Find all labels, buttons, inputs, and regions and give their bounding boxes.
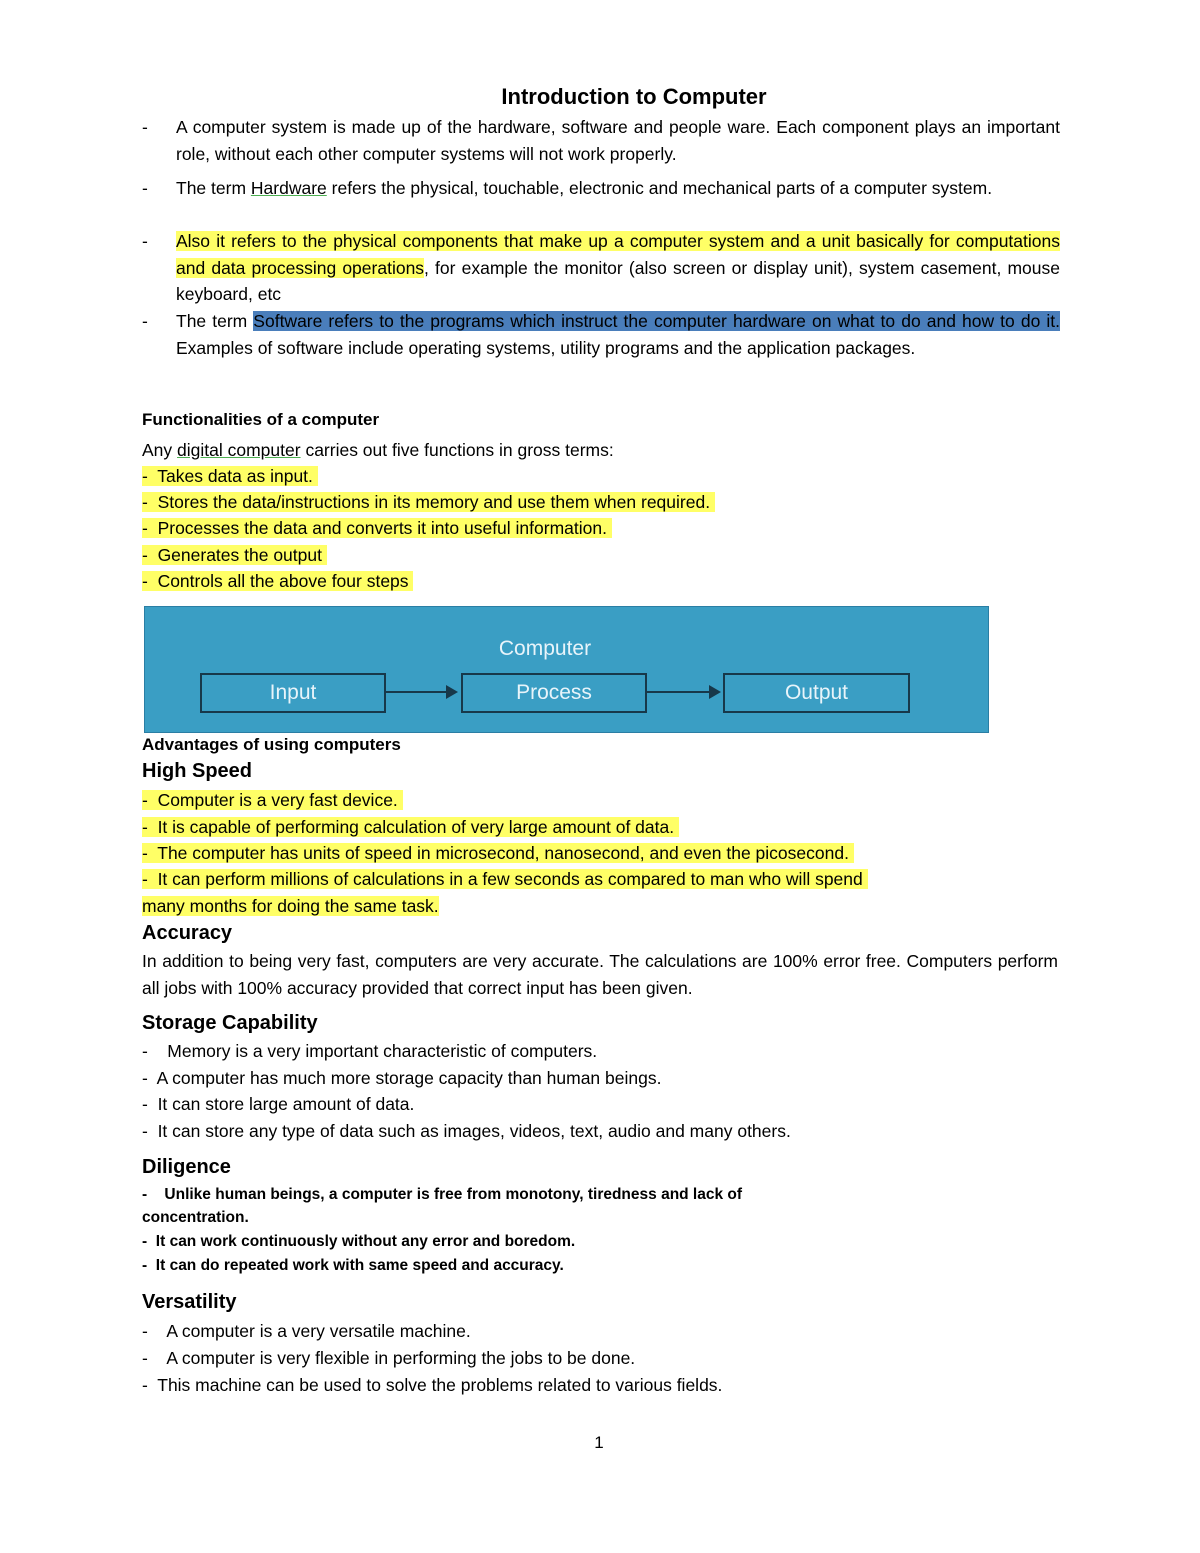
page-number: 1 [594, 1433, 604, 1452]
list-item: - Takes data as input. [142, 463, 318, 489]
bullet-dash: - [142, 311, 148, 331]
versatility-heading: Versatility [142, 1291, 237, 1313]
list-item: - Stores the data/instructions in its memory and use them when required. [142, 489, 715, 515]
selected-text: Software refers to the programs which instruct the computer hardware on what to do and how to do it. [253, 311, 1060, 331]
intro-bullet-1: A computer system is made up of the hardware, software and people ware. Each component plays an important role, without each other computer systems will not work properly. [176, 117, 1060, 164]
list-item: - It can do repeated work with same speed and accuracy. [142, 1257, 564, 1274]
list-item: - Controls all the above four steps [142, 568, 413, 594]
bullet-dash: - [142, 231, 148, 251]
list-item-continuation: many months for doing the same task. [142, 896, 439, 916]
high-speed-heading: High Speed [142, 760, 253, 782]
list-item: - It is capable of performing calculation of very large amount of data. [142, 814, 679, 840]
list-item: - Unlike human beings, a computer is free from monotony, tiredness and lack of [142, 1186, 743, 1203]
functionalities-intro: Any digital computer carries out five functions in gross terms: [142, 440, 614, 460]
intro-bullet-3: Also it refers to the physical components that make up a computer system and a unit basically for computations and data processing operations, for example the monitor (also screen or display unit), system casement, mouse keyboard, etc [176, 231, 1060, 304]
list-item: - It can store any type of data such as images, videos, text, audio and many others. [142, 1121, 791, 1141]
list-item-continuation: concentration. [142, 1209, 249, 1226]
list-item: - A computer has much more storage capacity than human beings. [142, 1068, 662, 1088]
list-item: - Processes the data and converts it into useful information. [142, 515, 612, 541]
input-box: Input [200, 673, 386, 713]
arrowhead-icon [709, 685, 721, 699]
digital-computer-term: digital computer [177, 440, 301, 460]
advantages-heading: Advantages of using computers [142, 735, 401, 754]
hardware-term: Hardware [250, 178, 327, 198]
intro-bullet-4: The term Software refers to the programs which instruct the computer hardware on what to do and how to do it. Examples of software include operating systems, utility programs and the application packages. [176, 311, 1060, 358]
output-box: Output [723, 673, 910, 713]
diagram-title: Computer [498, 637, 592, 660]
list-item: - Generates the output [142, 542, 327, 568]
page-title: Introduction to Computer [501, 84, 767, 109]
list-item: - Computer is a very fast device. [142, 787, 403, 813]
computer-diagram [144, 606, 989, 733]
diligence-heading: Diligence [142, 1156, 231, 1178]
accuracy-heading: Accuracy [142, 922, 233, 944]
bullet-dash: - [142, 178, 148, 198]
list-item: - A computer is very flexible in performing the jobs to be done. [142, 1348, 636, 1368]
list-item: - The computer has units of speed in microsecond, nanosecond, and even the picosecond. [142, 840, 854, 866]
arrow-icon [386, 691, 446, 693]
list-item: - Memory is a very important characteristic of computers. [142, 1041, 598, 1061]
list-item: - This machine can be used to solve the problems related to various fields. [142, 1375, 723, 1395]
accuracy-paragraph: In addition to being very fast, computers are very accurate. The calculations are 100% error free. Computers perform all jobs with 100% accuracy provided that correct input has been given. [142, 951, 1058, 998]
list-item: - It can store large amount of data. [142, 1094, 415, 1114]
list-item: - It can work continuously without any error and boredom. [142, 1233, 576, 1250]
list-item: - A computer is a very versatile machine. [142, 1321, 471, 1341]
intro-bullet-2: The term Hardware refers the physical, touchable, electronic and mechanical parts of a computer system. [176, 178, 993, 198]
highlighted-text: Also it refers to the physical components that make up a computer system and a unit basically for computations and data processing operations [176, 231, 1060, 278]
storage-heading: Storage Capability [142, 1012, 318, 1034]
process-box: Process [461, 673, 647, 713]
functionalities-heading: Functionalities of a computer [142, 410, 380, 429]
arrowhead-icon [446, 685, 458, 699]
list-item: - It can perform millions of calculations in a few seconds as compared to man who will spend [142, 866, 868, 892]
bullet-dash: - [142, 117, 148, 137]
arrow-icon [647, 691, 709, 693]
